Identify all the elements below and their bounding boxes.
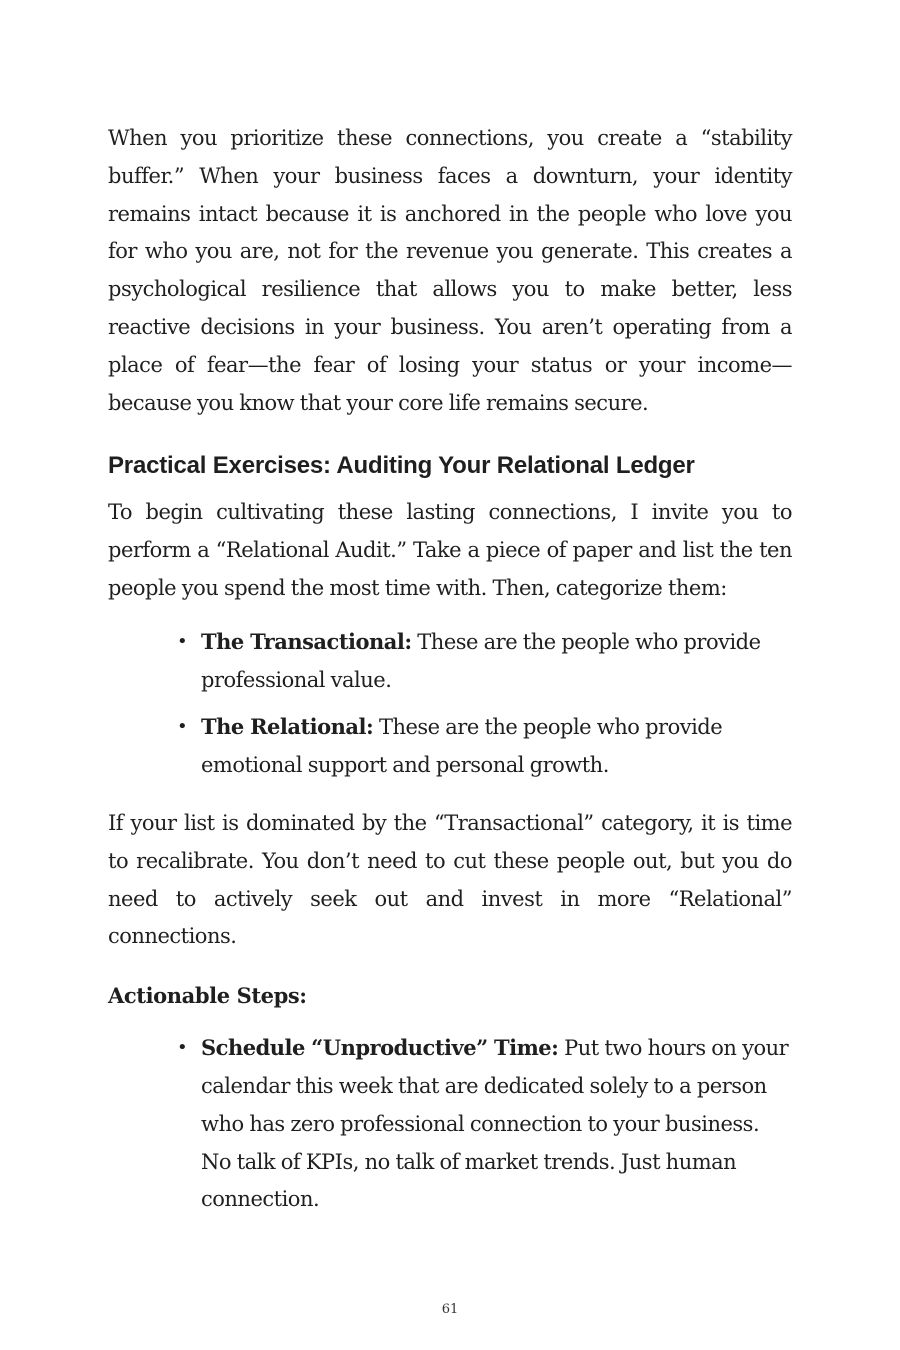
subheading-actionable-steps: Actionable Steps: xyxy=(108,983,307,1009)
list-item-relational xyxy=(177,708,791,785)
steps-list xyxy=(108,1029,791,1219)
section-heading-practical-exercises: Practical Exercises: Auditing Your Relational Ledger xyxy=(108,452,695,480)
term-relational: The Relational: xyxy=(201,714,374,740)
category-list xyxy=(108,623,791,785)
bullet-icon: • xyxy=(177,716,188,738)
description-transactional: These are the people who provide professional value. xyxy=(201,629,761,692)
term-unproductive-time: Schedule “Unproductive” Time: xyxy=(201,1035,559,1061)
page-content xyxy=(108,120,792,1239)
bullet-icon: • xyxy=(177,630,188,652)
list-item-unproductive-time xyxy=(177,1029,791,1219)
paragraph-recalibrate: If your list is dominated by the “Transactional” category, it is time to recalibrate. You don’t need to cut these people out, but you do need to actively seek out and invest in more “Relational” connections. xyxy=(108,810,792,949)
description-unproductive-time: Put two hours on your calendar this week that are dedicated solely to a person who has zero professional connection to your business. No talk of KPIs, no talk of market trends. Just human connection. xyxy=(201,1036,789,1212)
paragraph-relational-audit: To begin cultivating these lasting connections, I invite you to perform a “Relational Audit.” Take a piece of paper and list the ten people you spend the most time with. Then, categorize them: xyxy=(108,500,792,600)
description-relational: These are the people who provide emotional support and personal growth. xyxy=(201,715,723,778)
term-transactional: The Transactional: xyxy=(201,628,412,654)
list-item-transactional xyxy=(177,623,791,700)
page-number: 61 xyxy=(441,1302,459,1317)
paragraph-stability-buffer: When you prioritize these connections, you create a “stability buffer.” When your business faces a downturn, your identity remains intact because it is anchored in the people who love you for who you are, not for the revenue you generate. This creates a psychological resilience that allows you to make better, less reactive decisions in your business. You aren’t operating from a place of fear—the fear of losing your status or your income—because you know that your core life remains secure. xyxy=(108,126,792,415)
bullet-icon: • xyxy=(177,1037,188,1059)
